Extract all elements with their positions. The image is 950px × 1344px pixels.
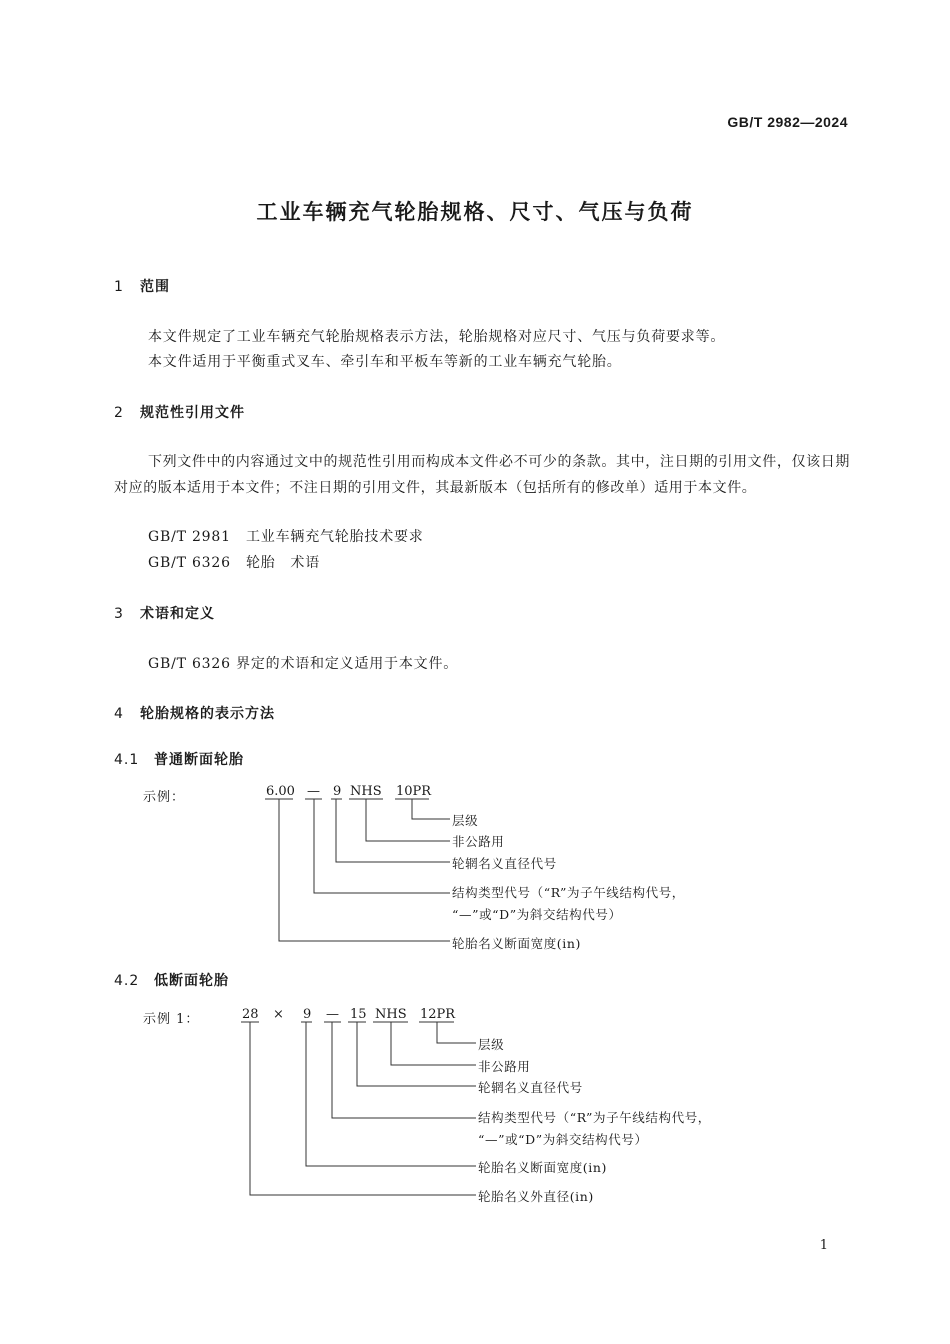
- section-title: 轮胎规格的表示方法: [140, 706, 275, 722]
- token-usage: NHS: [350, 784, 382, 799]
- leader-rim-diameter: [336, 799, 450, 862]
- token-section-width: 6.00: [266, 784, 295, 799]
- section-title: 低断面轮胎: [154, 973, 229, 989]
- section-2-paragraph: 下列文件中的内容通过文中的规范性引用而构成本文件必不可少的条款。其中，注日期的引用文件，仅该日期对应的版本适用于本文件；不注日期的引用文件，其最新版本（包括所有的修改单）适用于本文件。: [114, 454, 850, 496]
- section-number: 4.2: [114, 973, 140, 989]
- section-3-paragraph: GB/T 6326 界定的术语和定义适用于本文件。: [148, 656, 459, 672]
- label-rim-diameter: 轮辋名义直径代号: [478, 1080, 583, 1095]
- leader-ply-rating: [412, 799, 450, 819]
- reference-title: 工业车辆充气轮胎技术要求: [246, 529, 424, 545]
- leader-outer-diameter: [250, 1022, 476, 1195]
- label-rim-diameter: 轮辋名义直径代号: [452, 856, 557, 871]
- section-1-paragraph-2: 本文件适用于平衡重式叉车、牵引车和平板车等新的工业车辆充气轮胎。: [148, 354, 622, 370]
- section-number: 1: [114, 279, 124, 295]
- section-number: 4.1: [114, 752, 140, 768]
- token-rim-diameter: 15: [350, 1007, 367, 1022]
- label-section-width: 轮胎名义断面宽度(in): [452, 936, 582, 951]
- label-ply-rating: 层级: [478, 1037, 505, 1052]
- label-section-width: 轮胎名义断面宽度(in): [478, 1160, 608, 1175]
- reference-title: 轮胎 术语: [246, 555, 320, 571]
- leader-rim-diameter: [357, 1022, 476, 1086]
- section-1-paragraph-1: 本文件规定了工业车辆充气轮胎规格表示方法，轮胎规格对应尺寸、气压与负荷要求等。: [148, 329, 726, 345]
- token-usage: NHS: [375, 1007, 407, 1022]
- example-label: 示例 1：: [143, 1012, 200, 1027]
- label-outer-diameter: 轮胎名义外直径(in): [478, 1189, 594, 1204]
- label-ply-rating: 层级: [452, 813, 479, 828]
- token-times: ×: [273, 1007, 284, 1022]
- token-ply-rating: 12PR: [420, 1007, 456, 1022]
- page-number: 1: [819, 1238, 828, 1253]
- label-structure-code-line2: “—”或“D”为斜交结构代号）: [452, 907, 622, 922]
- leader-structure-code: [332, 1022, 476, 1118]
- leader-structure-code: [314, 799, 450, 893]
- section-title: 普通断面轮胎: [154, 752, 244, 768]
- token-ply-rating: 10PR: [396, 784, 432, 799]
- leader-usage: [366, 799, 450, 841]
- label-structure-code-line2: “—”或“D”为斜交结构代号）: [478, 1132, 648, 1147]
- section-number: 4: [114, 706, 124, 722]
- label-structure-code: 结构类型代号（“R”为子午线结构代号，: [478, 1110, 711, 1125]
- token-outer-diameter: 28: [242, 1007, 259, 1022]
- section-title: 范围: [140, 279, 170, 295]
- label-structure-code: 结构类型代号（“R”为子午线结构代号，: [452, 885, 685, 900]
- leader-ply-rating: [437, 1022, 476, 1043]
- section-title: 规范性引用文件: [140, 405, 245, 421]
- token-section-width: 9: [303, 1007, 312, 1022]
- token-rim-diameter: 9: [333, 784, 342, 799]
- leader-section-width: [279, 799, 450, 941]
- reference-code: GB/T 6326: [148, 555, 231, 571]
- document-title: 工业车辆充气轮胎规格、尺寸、气压与负荷: [256, 200, 694, 224]
- section-number: 3: [114, 606, 124, 622]
- label-usage: 非公路用: [452, 834, 505, 849]
- reference-code: GB/T 2981: [148, 529, 231, 545]
- example-label: 示例：: [143, 790, 186, 805]
- label-usage: 非公路用: [478, 1059, 531, 1074]
- token-structure-code: —: [307, 784, 320, 799]
- standard-number: GB/T 2982—2024: [727, 114, 848, 130]
- token-structure-code: —: [326, 1007, 339, 1022]
- section-number: 2: [114, 405, 124, 421]
- section-title: 术语和定义: [140, 606, 215, 622]
